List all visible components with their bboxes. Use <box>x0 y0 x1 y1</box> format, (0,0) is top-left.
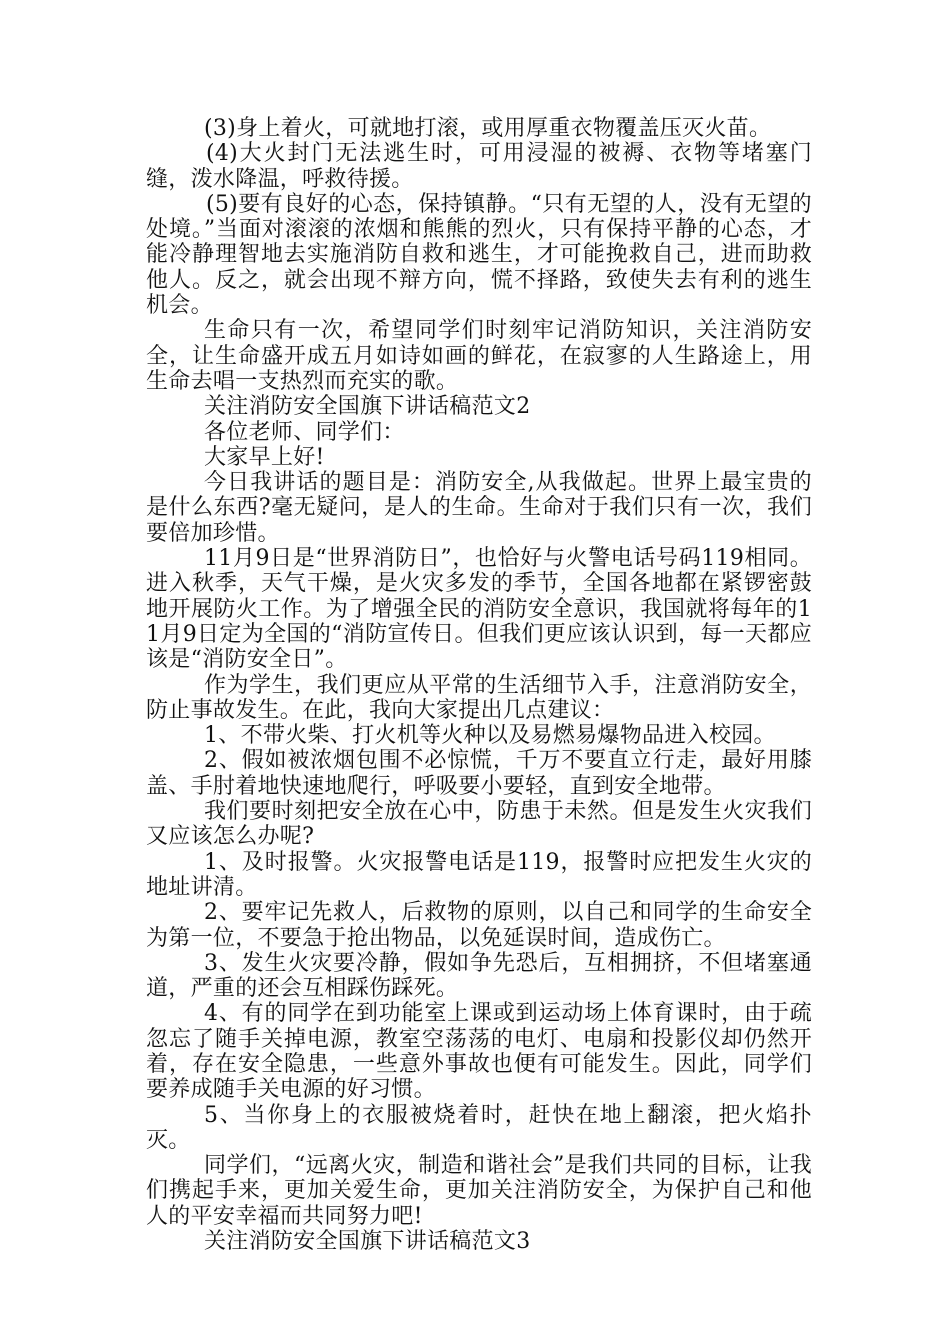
salutation: 各位老师、同学们： <box>204 419 405 445</box>
paragraph-closing-1: 生命只有一次，希望同学们时刻牢记消防知识，关注消防安全，让生命盛开成五月如诗如画的鲜花，在寂寥的人生路途上，用生命去唱一支热烈而充实的歌。 <box>146 318 812 394</box>
paragraph-closing-2: 同学们，“远离火灾，制造和谐社会”是我们共同的目标，让我们携起手来，更加关爱生命，更加关注消防安全，为保护自己和他人的平安幸福而共同努力吧! <box>146 1153 812 1229</box>
action-item-5: 5、当你身上的衣服被烧着时，赶快在地上翻滚，把火焰扑灭。 <box>146 1102 812 1153</box>
suggestion-item-1: 1、不带火柴、打火机等火种以及易燃易爆物品进入校园。 <box>204 723 776 749</box>
section-heading-2: 关注消防安全国旗下讲话稿范文2 <box>204 394 531 420</box>
action-item-4: 4、有的同学在到功能室上课或到运动场上体育课时，由于疏忽忘了随手关掉电源，教室空荡荡的电灯、电扇和投影仪却仍然开着，存在安全隐患，一些意外事故也便有可能发生。因此，同学们要养成随手关电源的好习惯。 <box>146 1001 812 1103</box>
paragraph-escape-tip-5: (5)要有良好的心态，保持镇静。“只有无望的人，没有无望的处境。”当面对滚滚的浓烟和熊熊的烈火，只有保持平静的心态，才能冷静理智地去实施消防自救和逃生，才可能挽救自己，进而助救他人。反之，就会出现不辩方向，慌不择路，致使失去有利的逃生机会。 <box>146 191 812 319</box>
paragraph-escape-tip-4: (4)大火封门无法逃生时，可用浸湿的被褥、衣物等堵塞门缝，泼水降温，呼救待援。 <box>146 141 812 192</box>
action-item-2: 2、要牢记先救人，后救物的原则，以自己和同学的生命安全为第一位，不要急于抢出物品，以免延误时间，造成伤亡。 <box>146 900 812 951</box>
paragraph-suggestions-intro: 作为学生，我们更应从平常的生活细节入手，注意消防安全，防止事故发生。在此，我向大家提出几点建议： <box>146 672 812 723</box>
paragraph-topic: 今日我讲话的题目是：消防安全,从我做起。世界上最宝贵的是什么东西?毫无疑问，是人的生命。生命对于我们只有一次，我们要倍加珍惜。 <box>146 470 812 546</box>
document-body <box>146 116 812 1254</box>
paragraph-what-to-do: 我们要时刻把安全放在心中，防患于未然。但是发生火灾我们又应该怎么办呢? <box>146 799 812 850</box>
greeting: 大家早上好! <box>204 444 325 470</box>
paragraph-escape-tip-3: (3)身上着火，可就地打滚，或用厚重衣物覆盖压灭火苗。 <box>204 116 772 141</box>
action-item-1: 1、及时报警。火灾报警电话是119，报警时应把发生火灾的地址讲清。 <box>146 849 812 900</box>
suggestion-item-2: 2、假如被浓烟包围不必惊慌，千万不要直立行走，最好用膝盖、手肘着地快速地爬行，呼吸要小要轻，直到安全地带。 <box>146 748 812 799</box>
section-heading-3: 关注消防安全国旗下讲话稿范文3 <box>204 1229 531 1255</box>
action-item-3: 3、发生火灾要冷静，假如争先恐后，互相拥挤，不但堵塞通道，严重的还会互相踩伤踩死。 <box>146 950 812 1002</box>
paragraph-fire-day: 11月9日是“世界消防日”，也恰好与火警电话号码119相同。进入秋季，天气干燥，是火灾多发的季节，全国各地都在紧锣密鼓地开展防火工作。为了增强全民的消防安全意识，我国就将每年的11月9日定为全国的“消防宣传日。但我们更应该认识到，每一天都应该是“消防安全日”。 <box>146 546 812 673</box>
